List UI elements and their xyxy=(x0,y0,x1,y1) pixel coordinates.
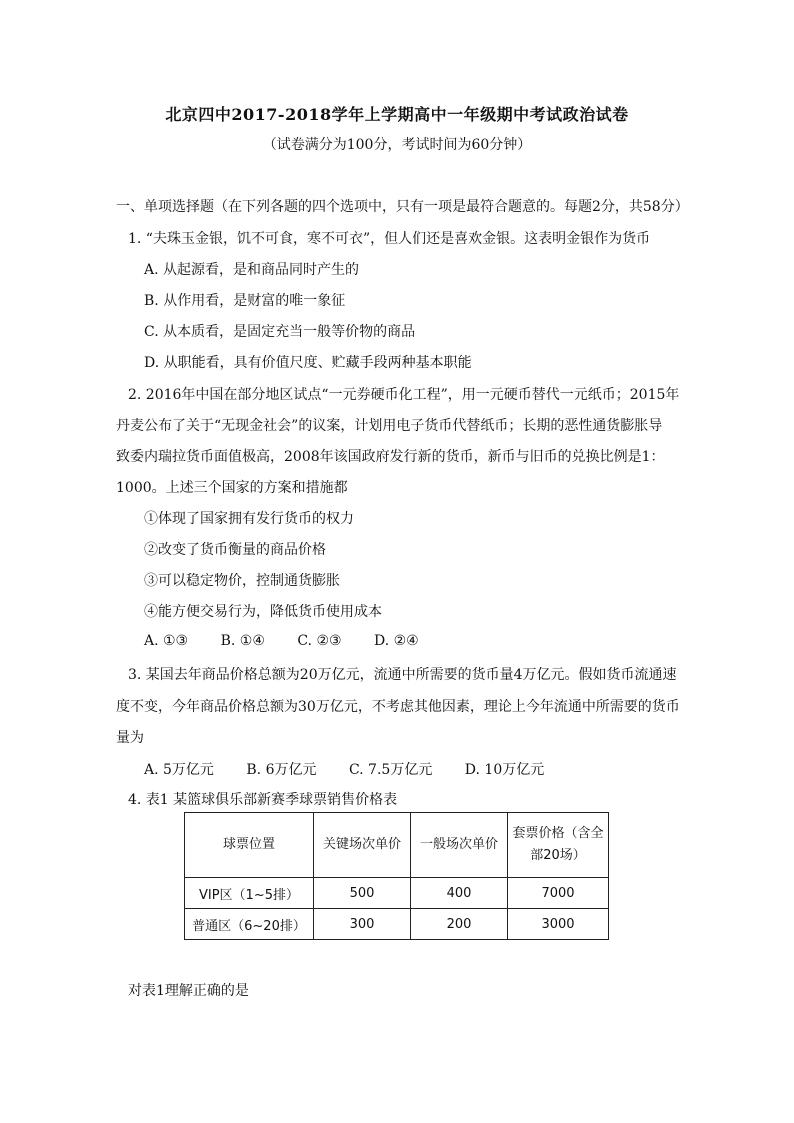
table-cell: 400 xyxy=(411,878,508,909)
q2-line-2: 丹麦公布了关于“无现金社会”的议案，计划用电子货币代替纸币；长期的恶性通货膨胀导 xyxy=(116,418,663,434)
q3-option-a: A. 5万亿元 xyxy=(144,762,214,778)
q2-statement-3: ③可以稳定物价，控制通货膨胀 xyxy=(144,573,340,589)
q1-option-b: B. 从作用看，是财富的唯一象征 xyxy=(144,293,346,309)
table-cell: 3000 xyxy=(508,909,609,940)
table-cell: 200 xyxy=(411,909,508,940)
ticket-price-table xyxy=(184,812,609,940)
q2-option-a: A. ①③ xyxy=(144,633,189,649)
q1-option-c: C. 从本质看，是固定充当一般等价物的商品 xyxy=(144,324,416,340)
q3-option-d: D. 10万亿元 xyxy=(464,762,545,778)
q4-follow-up: 对表1理解正确的是 xyxy=(128,983,249,999)
q4-caption: 4. 表1 某篮球俱乐部新赛季球票销售价格表 xyxy=(128,792,398,808)
table-cell: 普通区（6~20排） xyxy=(185,909,314,940)
table-header-row xyxy=(185,813,609,878)
q1-stem: 1. “夫珠玉金银，饥不可食，寒不可衣”，但人们还是喜欢金银。这表明金银作为货币 xyxy=(128,231,651,247)
table-row xyxy=(185,878,609,909)
q2-option-d: D. ②④ xyxy=(374,633,419,649)
q3-line-3: 量为 xyxy=(116,730,144,746)
q3-option-c: C. 7.5万亿元 xyxy=(348,762,433,778)
q1-option-d: D. 从职能看，具有价值尺度、贮藏手段两种基本职能 xyxy=(144,355,472,371)
table-header-cell: 一般场次单价 xyxy=(411,813,508,878)
exam-title: 北京四中2017-2018学年上学期高中一年级期中考试政治试卷 xyxy=(165,105,629,124)
q2-line-3: 致委内瑞拉货币面值极高，2008年该国政府发行新的货币，新币与旧币的兑换比例是1： xyxy=(116,449,665,465)
table-header-cell: 套票价格（含全部20场） xyxy=(508,813,609,878)
q2-option-c: C. ②③ xyxy=(297,633,342,649)
table-cell: 500 xyxy=(314,878,411,909)
q2-options xyxy=(144,633,447,649)
q3-option-b: B. 6万亿元 xyxy=(246,762,317,778)
exam-subtitle: （试卷满分为100分，考试时间为60分钟） xyxy=(262,137,532,153)
q3-line-1: 3. 某国去年商品价格总额为20万亿元，流通中所需要的货币量4万亿元。假如货币流通速 xyxy=(128,667,677,683)
table-cell: VIP区（1~5排） xyxy=(185,878,314,909)
table-header-cell: 关键场次单价 xyxy=(314,813,411,878)
q3-options xyxy=(144,759,572,779)
section-heading: 一、单项选择题（在下列各题的四个选项中，只有一项是最符合题意的。每题2分，共58分） xyxy=(116,199,689,215)
table-header-cell: 球票位置 xyxy=(185,813,314,878)
table-cell: 300 xyxy=(314,909,411,940)
table-row xyxy=(185,909,609,940)
q2-statement-4: ④能方便交易行为，降低货币使用成本 xyxy=(144,604,382,620)
q2-statement-2: ②改变了货币衡量的商品价格 xyxy=(144,542,326,558)
q2-option-b: B. ①④ xyxy=(220,633,265,649)
q3-line-2: 度不变，今年商品价格总额为30万亿元，不考虑其他因素，理论上今年流通中所需要的货币 xyxy=(116,699,680,715)
q2-statement-1: ①体现了国家拥有发行货币的权力 xyxy=(144,511,354,527)
table-cell: 7000 xyxy=(508,878,609,909)
q2-line-4: 1000。上述三个国家的方案和措施都 xyxy=(116,480,348,496)
q1-option-a: A. 从起源看，是和商品同时产生的 xyxy=(144,262,360,278)
q2-line-1: 2. 2016年中国在部分地区试点“一元券硬币化工程”，用一元硬币替代一元纸币；2015年 xyxy=(128,387,680,403)
